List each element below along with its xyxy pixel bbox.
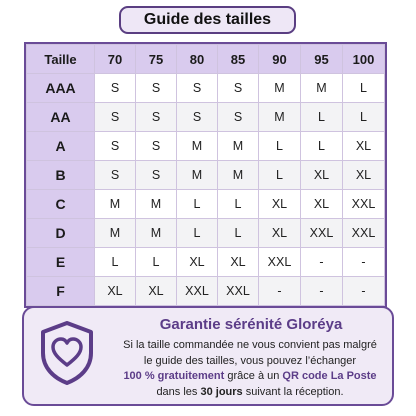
table-cell: L [343,74,385,103]
column-header: 80 [177,45,218,74]
table-cell: XL [218,248,259,277]
table-cell: L [343,103,385,132]
table-cell: XL [177,248,218,277]
table-cell: L [136,248,177,277]
guarantee-text-fragment: dans les [156,385,201,398]
table-cell: S [136,74,177,103]
table-cell: XL [343,132,385,161]
guarantee-panel [22,306,394,406]
table-cell: S [136,132,177,161]
table-cell: - [343,248,385,277]
table-cell: L [95,248,136,277]
table-cell: M [177,161,218,190]
table-cell: XL [343,161,385,190]
table-row [27,219,385,248]
table-cell: - [259,277,301,306]
guarantee-line: le guide des tailles, vous pouvez l’échanger [143,354,357,367]
table-cell: M [136,190,177,219]
table-cell: S [177,74,218,103]
table-cell: XL [95,277,136,306]
table-cell: M [259,74,301,103]
column-header: 95 [301,45,343,74]
guarantee-highlight: 30 jours [200,385,243,398]
table-cell: L [218,219,259,248]
table-cell: XXL [218,277,259,306]
table-cell: M [218,132,259,161]
guarantee-line [114,385,386,401]
column-header: 90 [259,45,301,74]
guarantee-highlight: 100 % gratuitement [123,370,225,382]
table-cell: S [177,103,218,132]
table-cell: L [177,219,218,248]
table-cell: XXL [343,219,385,248]
table-row [27,190,385,219]
table-cell: L [177,190,218,219]
shield-heart-icon [38,320,96,386]
table-cell: S [95,132,136,161]
table-cell: XXL [343,190,385,219]
table-cell: L [259,161,301,190]
table-cell: S [136,161,177,190]
table-cell: - [301,248,343,277]
table-cell: XL [259,219,301,248]
table-cell: XXL [259,248,301,277]
table-cell: M [95,219,136,248]
table-cell: L [301,132,343,161]
table-cell: XL [136,277,177,306]
table-cell: XL [301,161,343,190]
row-header: AA [27,103,95,132]
column-header: 75 [136,45,177,74]
table-row [27,74,385,103]
guarantee-title: Garantie sérénité Gloréya [159,316,343,333]
table-cell: XXL [177,277,218,306]
row-header: C [27,190,95,219]
column-header: 70 [95,45,136,74]
guarantee-text-fragment: grâce à un [224,370,283,382]
table-cell: S [218,103,259,132]
table-header-row [27,45,385,74]
table-cell: XL [259,190,301,219]
table-cell: L [259,132,301,161]
table-cell: M [95,190,136,219]
guarantee-text [114,338,386,400]
table-cell: S [136,103,177,132]
guarantee-highlight: QR code La Poste [282,370,377,382]
row-header: F [27,277,95,306]
table-cell: XL [301,190,343,219]
guarantee-text-fragment: suivant la réception. [242,385,344,398]
table-cell: - [343,277,385,306]
table-cell: L [218,190,259,219]
page-title: Guide des tailles [119,6,296,34]
column-header: 100 [343,45,385,74]
column-header: 85 [218,45,259,74]
table-cell: M [136,219,177,248]
table-row [27,161,385,190]
row-header: D [27,219,95,248]
guarantee-line: Si la taille commandée ne vous convient pas malgré [123,339,377,351]
table-cell: L [301,103,343,132]
row-header: A [27,132,95,161]
corner-label: Taille [27,45,95,74]
table-cell: - [301,277,343,306]
row-header: AAA [27,74,95,103]
guarantee-line [114,369,386,385]
table-cell: S [95,161,136,190]
table-cell: XXL [301,219,343,248]
table-cell: M [177,132,218,161]
table-row [27,248,385,277]
size-guide-table [26,44,385,306]
table-cell: S [95,74,136,103]
row-header: B [27,161,95,190]
table-cell: M [218,161,259,190]
table-cell: S [95,103,136,132]
table-cell: M [259,103,301,132]
table-cell: M [301,74,343,103]
table-row [27,132,385,161]
table-cell: S [218,74,259,103]
row-header: E [27,248,95,277]
table-row [27,277,385,306]
table-row [27,103,385,132]
